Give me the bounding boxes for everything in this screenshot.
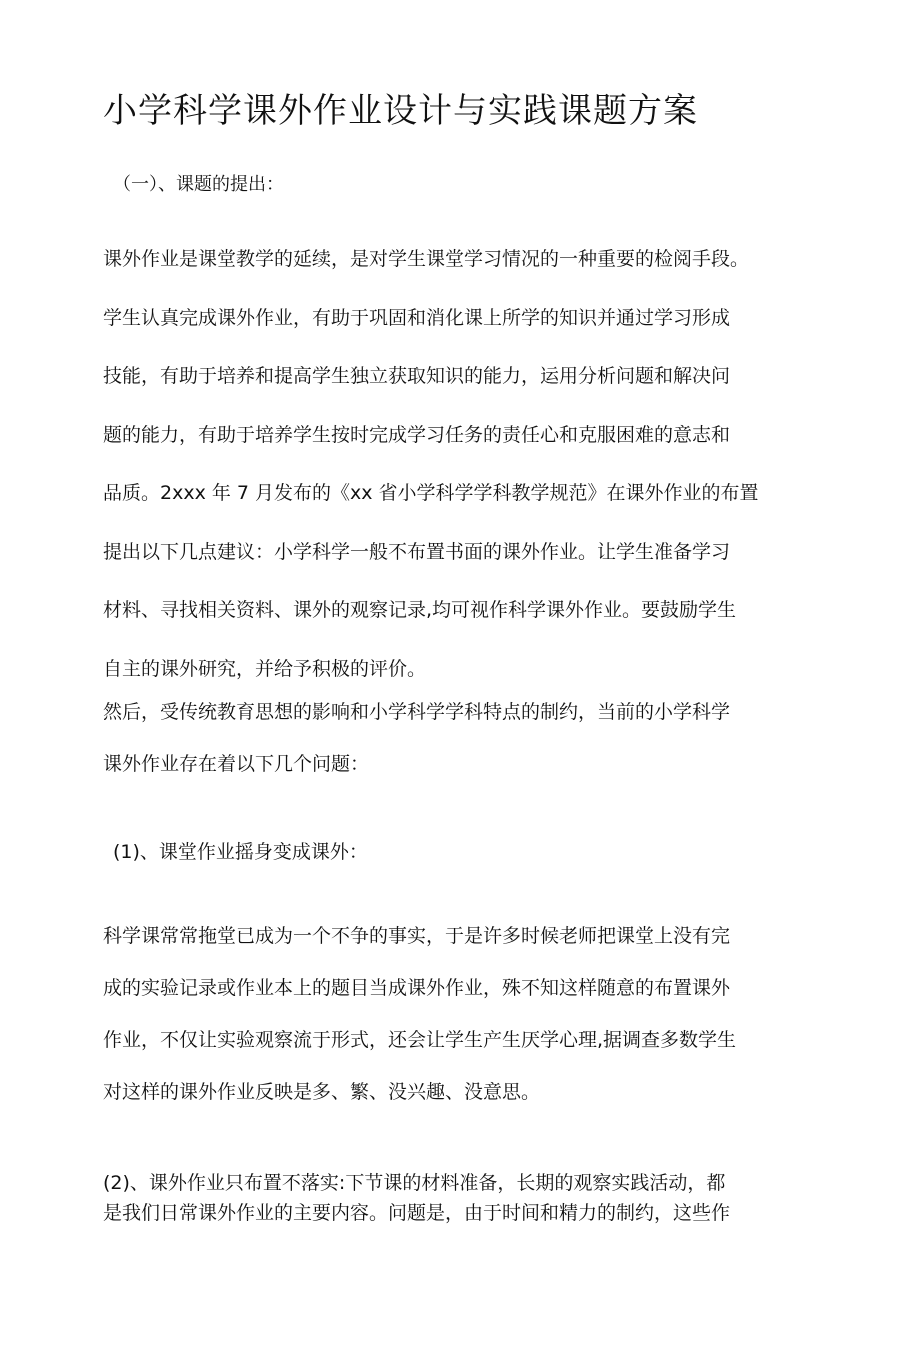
text-line: (2)、课外作业只布置不落实:下节课的材料准备，长期的观察实践活动，都 <box>103 1172 726 1194</box>
text-line: 学生认真完成课外作业，有助于巩固和消化课上所学的知识并通过学习形成 <box>103 306 731 329</box>
text-line: 作业，不仅让实验观察流于形式，还会让学生产生厌学心理,据调查多数学生 <box>103 1029 737 1051</box>
text-line: 对这样的课外作业反映是多、繁、没兴趣、没意思。 <box>103 1081 541 1103</box>
section-heading: （一）、课题的提出： <box>113 174 284 195</box>
text-line: 技能，有助于培养和提高学生独立获取知识的能力，运用分析问题和解决问 <box>103 365 731 387</box>
text-line: 材料、寻找相关资料、课外的观察记录,均可视作科学课外作业。要鼓励学生 <box>103 599 737 621</box>
text-line: 题的能力，有助于培养学生按时完成学习任务的责任心和克服困难的意志和 <box>103 423 731 446</box>
paragraph-issue-1 <box>103 910 843 1118</box>
paragraph-intro <box>103 230 843 698</box>
text-line: 是我们日常课外作业的主要内容。问题是，由于时间和精力的制约，这些作 <box>103 1202 731 1224</box>
text-line: 成的实验记录或作业本上的题目当成课外作业，殊不知这样随意的布置课外 <box>103 977 731 999</box>
document-title: 小学科学课外作业设计与实践课题方案 <box>103 91 698 131</box>
paragraph-problems <box>103 686 843 790</box>
paragraph-issue-2 <box>103 1168 843 1228</box>
text-line: 提出以下几点建议：小学科学一般不布置书面的课外作业。让学生准备学习 <box>103 540 731 563</box>
text-line: 自主的课外研究，并给予积极的评价。 <box>103 657 427 680</box>
text-line: 然后，受传统教育思想的影响和小学科学学科特点的制约，当前的小学科学 <box>103 701 731 723</box>
text-line: 课外作业存在着以下几个问题： <box>103 753 370 775</box>
text-line: 品质。2xxx 年 7 月发布的《xx 省小学科学学科教学规范》在课外作业的布置 <box>103 482 759 504</box>
issue-heading: (1)、课堂作业摇身变成课外： <box>113 841 368 863</box>
text-line: 科学课常常拖堂已成为一个不争的事实，于是许多时候老师把课堂上没有完 <box>103 925 731 947</box>
text-line: 课外作业是课堂教学的延续，是对学生课堂学习情况的一种重要的检阅手段。 <box>103 248 750 270</box>
